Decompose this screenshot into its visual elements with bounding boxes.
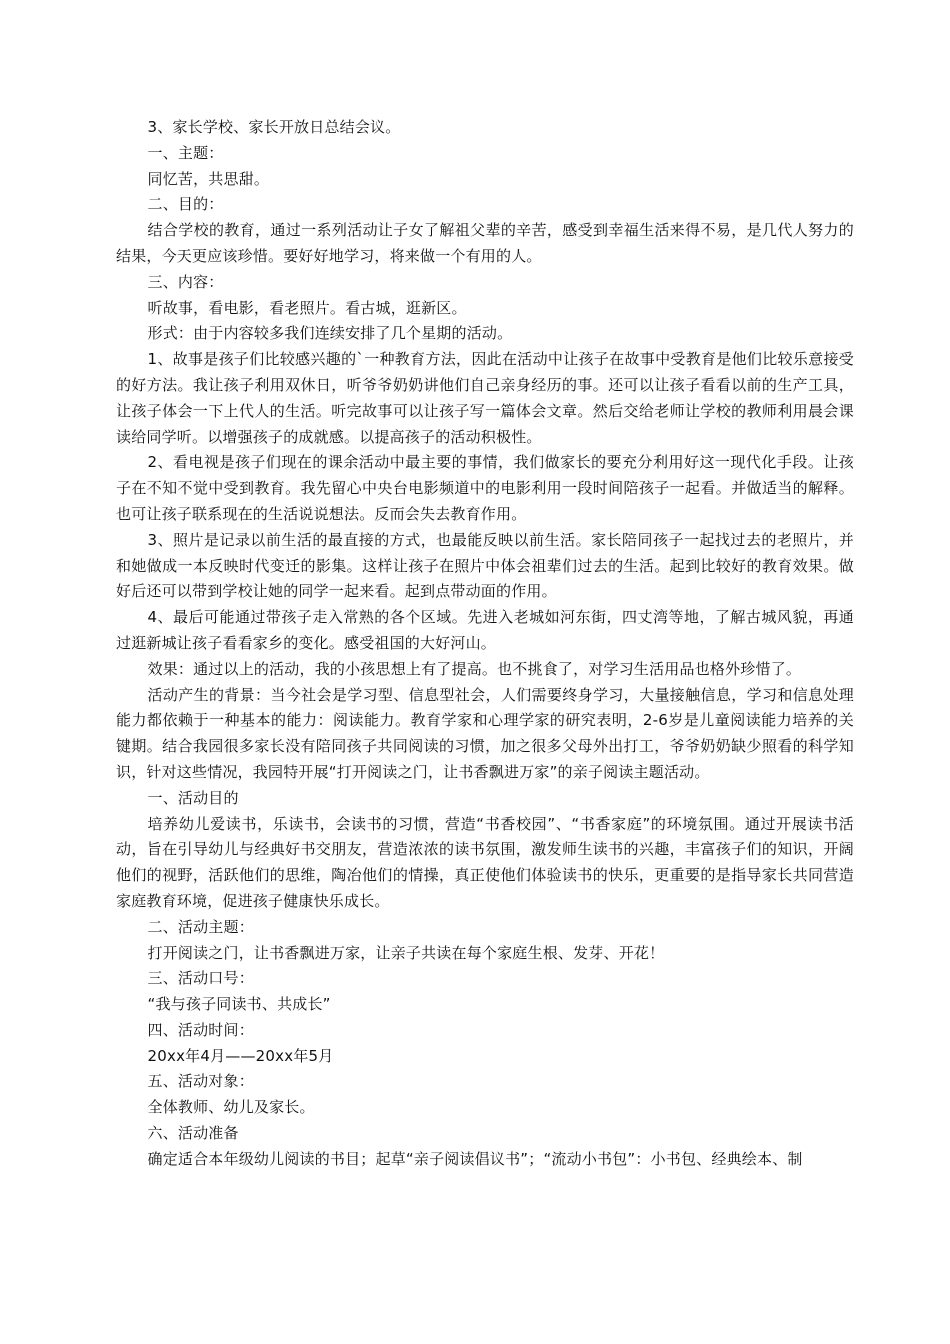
section-heading-activity-goal: 一、活动目的 [147, 788, 239, 807]
effect-text: 效果：通过以上的活动，我的小孩思想上有了提高。也不挑食了，对学习生活用品也格外珍惜了。 [147, 659, 802, 678]
theme-text: 同忆苦，共思甜。 [147, 169, 270, 188]
paragraph-heading-item-3: 3、家长学校、家长开放日总结会议。 [147, 118, 401, 136]
document-page [116, 115, 854, 1173]
item-4-city: 4、最后可能通过带孩子走入常熟的各个区域。先进入老城如河东街，四丈湾等地，了解古城风貌，再通过逛新城让孩子看看家乡的变化。感受祖国的大好河山。 [116, 608, 854, 652]
section-heading-purpose: 二、目的： [147, 195, 224, 214]
section-heading-slogan: 三、活动口号： [147, 969, 254, 988]
purpose-paragraph: 结合学校的教育，通过一系列活动让子女了解祖父辈的辛苦，感受到幸福生活来得不易，是几代人努力的结果，今天更应该珍惜。要好好地学习，将来做一个有用的人。 [116, 221, 854, 265]
section-heading-preparation: 六、活动准备 [147, 1124, 239, 1143]
section-heading-activity-theme: 二、活动主题： [147, 917, 254, 936]
section-heading-theme: 一、主题： [147, 143, 224, 162]
background-paragraph: 活动产生的背景：当今社会是学习型、信息型社会，人们需要终身学习，大量接触信息，学习和信息处理能力都依赖于一种基本的能力：阅读能力。教育学家和心理学家的研究表明，2-6岁是儿童阅读能力培养的关键期。结合我园很多家长没有陪同孩子共同阅读的习惯，加之很多父母外出打工，爷爷奶奶缺少照看的科学知识，针对这些情况，我园特开展“打开阅读之门，让书香飘进万家”的亲子阅读主题活动。 [116, 685, 854, 781]
item-2-tv: 2、看电视是孩子们现在的课余活动中最主要的事情，我们做家长的要充分利用好这一现代化手段。让孩子在不知不觉中受到教育。我先留心中央台电影频道中的电影利用一段时间陪孩子一起看。并做适当的解释。也可让孩子联系现在的生活说说想法。反而会失去教育作用。 [116, 453, 854, 523]
item-3-photos: 3、照片是记录以前生活的最直接的方式，也最能反映以前生活。家长陪同孩子一起找过去的老照片，并和她做成一本反映时代变迁的影集。这样让孩子在照片中体会祖辈们过去的生活。起到比较好的教育效果。做好后还可以带到学校让她的同学一起来看。起到点带动面的作用。 [116, 530, 854, 601]
preparation-text: 确定适合本年级幼儿阅读的书目；起草“亲子阅读倡议书”；“流动小书包”：小书包、经典绘本、制 [147, 1149, 803, 1168]
time-text: 20xx年4月——20xx年5月 [147, 1046, 334, 1065]
form-text: 形式：由于内容较多我们连续安排了几个星期的活动。 [147, 324, 513, 343]
slogan-text: “我与孩子同读书、共成长” [147, 995, 331, 1014]
content-text: 听故事，看电影，看老照片。看古城，逛新区。 [147, 298, 467, 317]
section-heading-time: 四、活动时间： [147, 1020, 254, 1039]
activity-goal-paragraph: 培养幼儿爱读书，乐读书，会读书的习惯，营造“书香校园”、“书香家庭”的环境氛围。通过开展读书活动，旨在引导幼儿与经典好书交朋友，营造浓浓的读书氛围，激发师生读书的兴趣，丰富孩子们的知识，开阔他们的视野，活跃他们的思维，陶冶他们的情操，真正使他们体验读书的快乐，更重要的是指导家长共同营造家庭教育环境，促进孩子健康快乐成长。 [116, 814, 854, 910]
section-heading-audience: 五、活动对象： [147, 1072, 254, 1091]
section-heading-content: 三、内容： [147, 272, 224, 291]
audience-text: 全体教师、幼儿及家长。 [147, 1098, 315, 1117]
item-1-stories: 1、故事是孩子们比较感兴趣的`一种教育方法，因此在活动中让孩子在故事中受教育是他们比较乐意接受的好方法。我让孩子利用双休日，听爷爷奶奶讲他们自己亲身经历的事。还可以让孩子看看以前的生产工具，让孩子体会一下上代人的生活。听完故事可以让孩子写一篇体会文章。然后交给老师让学校的教师利用晨会课读给同学听。以增强孩子的成就感。以提高孩子的活动积极性。 [116, 350, 854, 446]
activity-theme-text: 打开阅读之门，让书香飘进万家，让亲子共读在每个家庭生根、发芽、开花！ [147, 943, 665, 962]
